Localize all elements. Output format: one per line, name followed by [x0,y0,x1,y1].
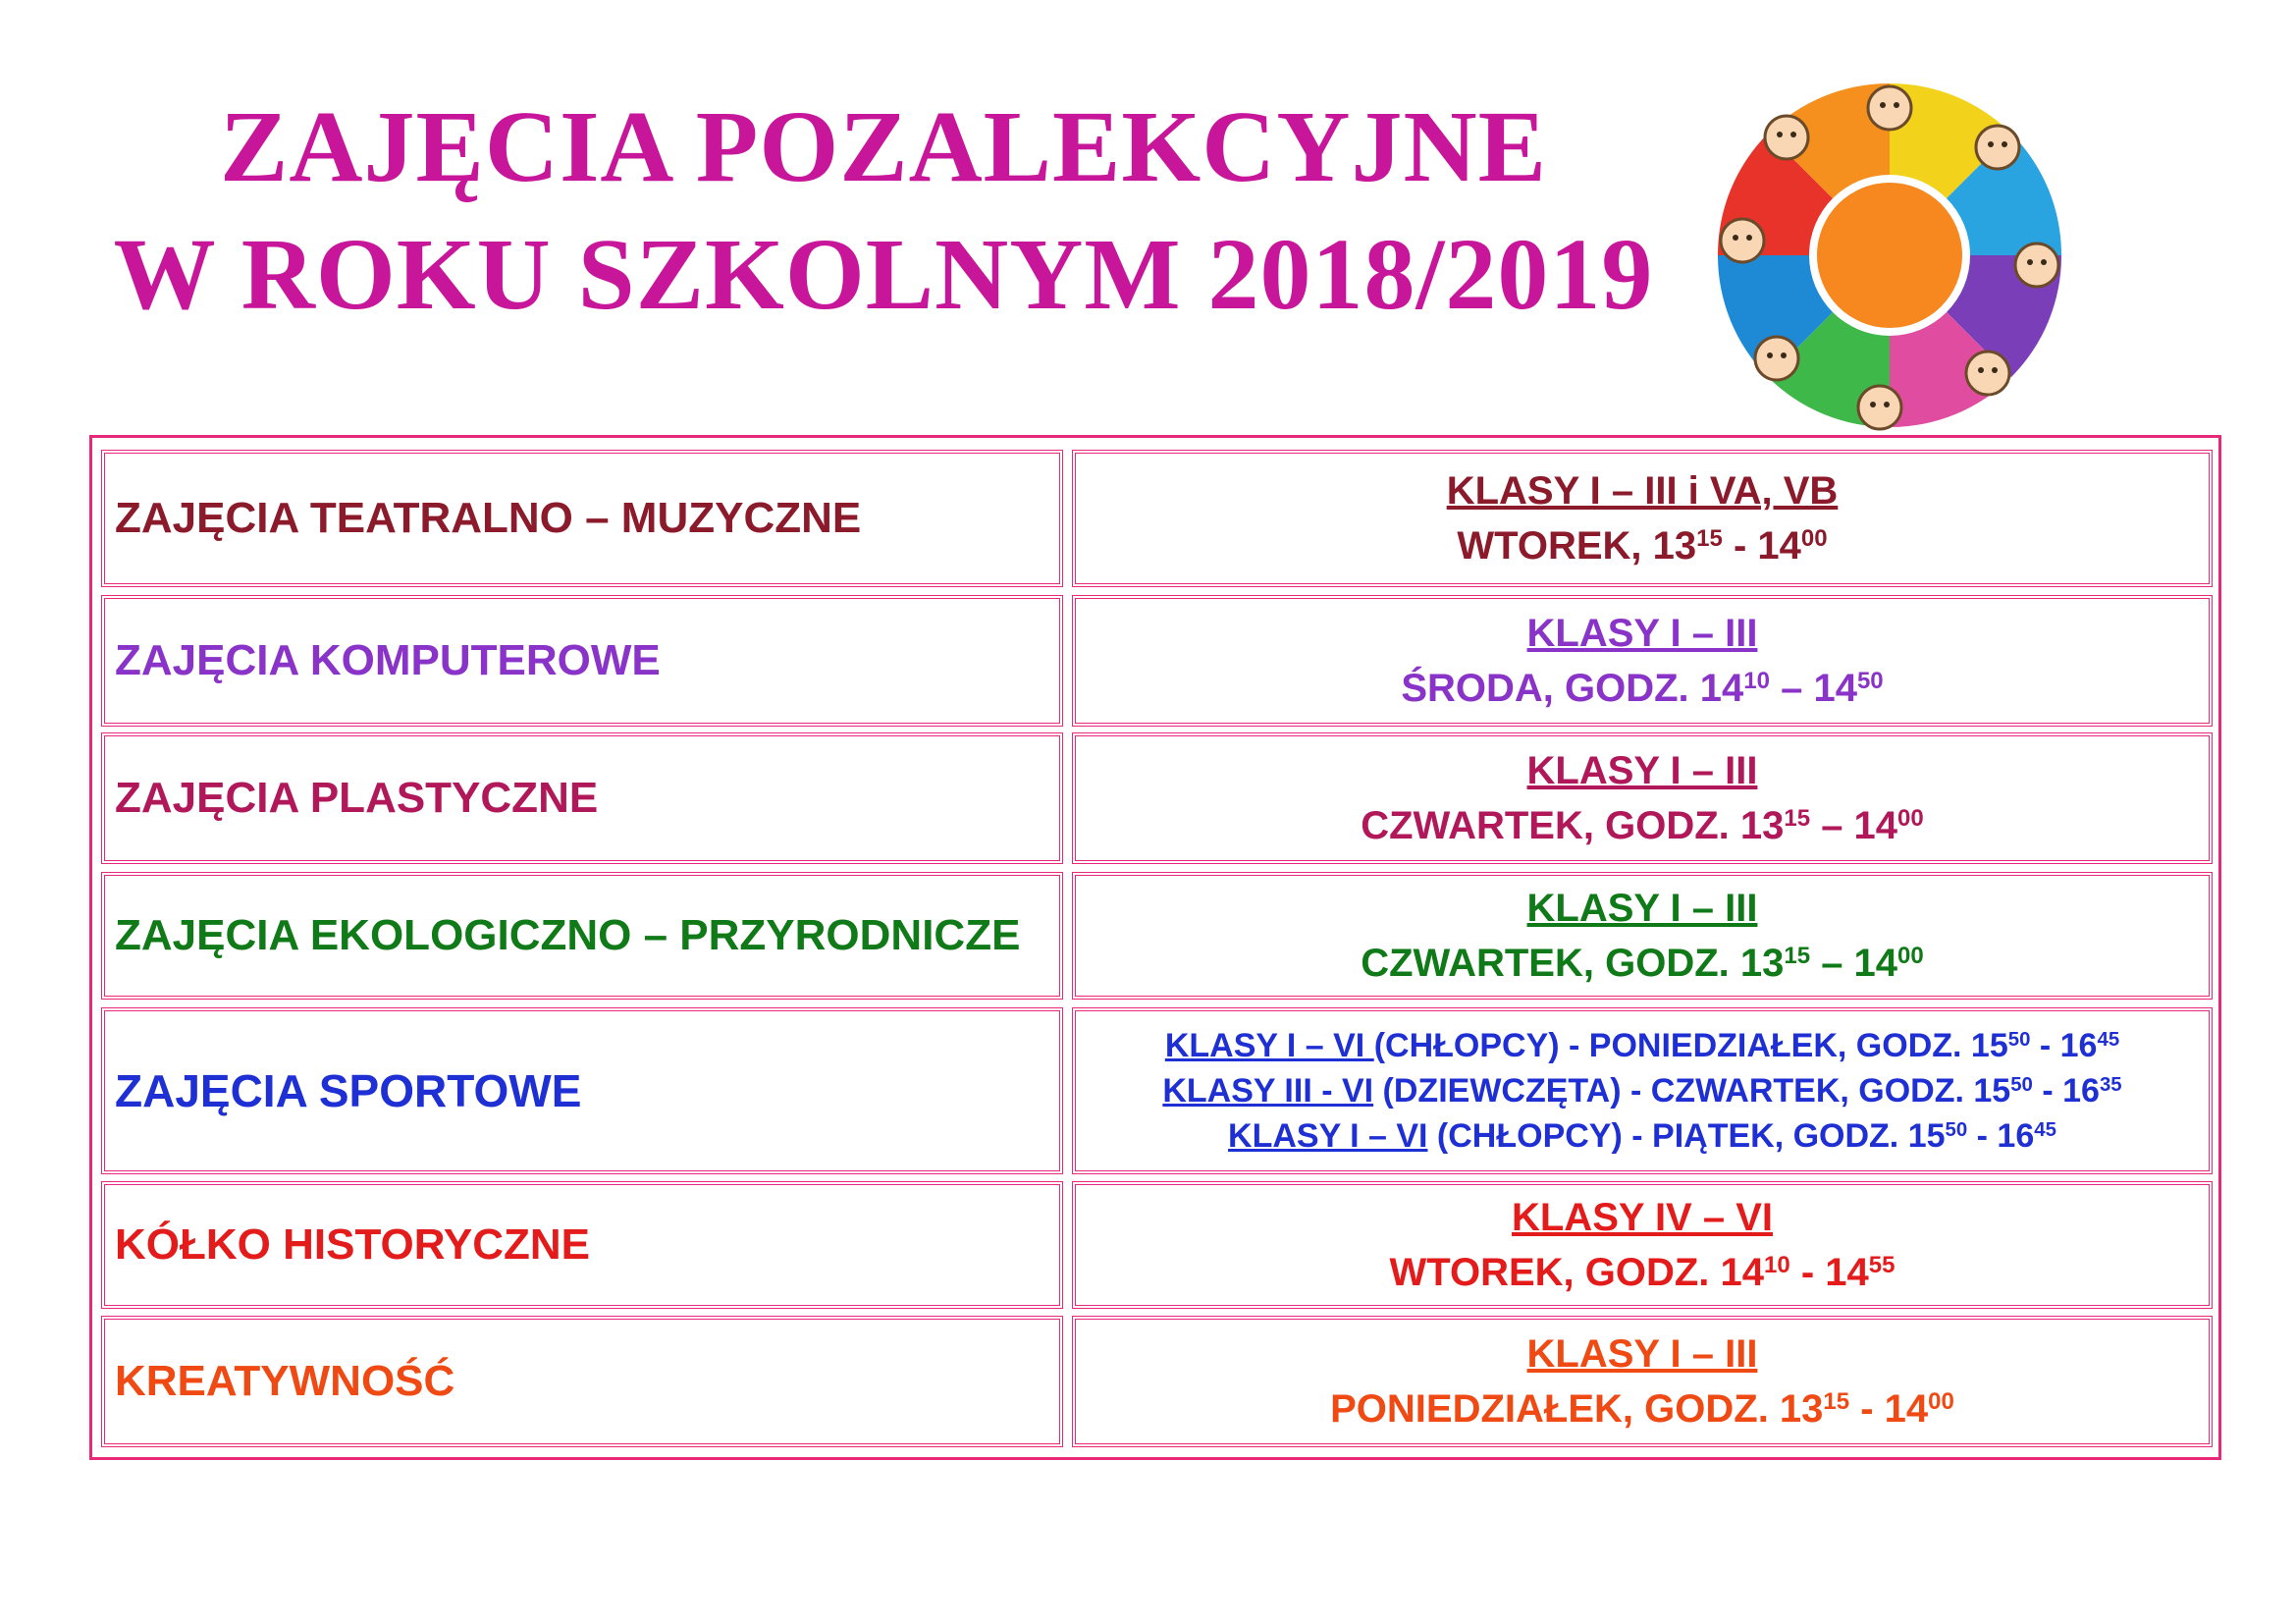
schedule-cell [1072,450,2213,587]
class-range: KLASY I – III [1526,887,1758,930]
sport-schedule-line: KLASY III - VI (DZIEWCZĘTA) - CZWARTEK, GODZ. $15^{50} - 16^{35}$ [1162,1072,2122,1110]
activity-cell [101,1316,1063,1447]
title-line-1: ZAJĘCIA POZALEKCYJNE [220,90,1547,203]
table-row [101,732,2213,864]
time-slot: WTOREK, GODZ. $14^{10} - 14^{55}$ [1389,1251,1896,1294]
activity-name: ZAJĘCIA TEATRALNO – MUZYCZNE [115,494,862,542]
activity-name: ZAJĘCIA KOMPUTEROWE [115,636,661,684]
schedule-cell [1072,595,2213,727]
activity-cell [101,872,1063,1000]
activity-name: ZAJĘCIA EKOLOGICZNO – PRZYRODNICZE [115,911,1021,959]
children-circle-logo-icon [1674,44,2106,437]
table-row [101,1181,2213,1309]
class-range: KLASY III - VI [1162,1072,1374,1110]
time-slot: PONIEDZIAŁEK, GODZ. $13^{15} - 14^{00}$ [1330,1387,1954,1431]
time-slot: CZWARTEK, GODZ. $13^{15} - 14^{00}$ [1361,804,1924,847]
class-range: KLASY I – VI [1164,1027,1374,1064]
class-range: KLASY IV – VI [1511,1196,1773,1239]
table-row [101,1316,2213,1447]
page-title [98,83,1669,339]
activity-cell [101,732,1063,864]
table-row [101,595,2213,727]
activity-cell [101,1181,1063,1309]
activity-name: ZAJĘCIA SPORTOWE [115,1065,582,1116]
sport-schedule-line: KLASY I – VI (CHŁOPCY) - PONIEDZIAŁEK, GODZ. $15^{50} - 16^{45}$ [1164,1027,2120,1064]
class-range: KLASY I – III i VA, VB [1446,469,1839,513]
table-row [101,872,2213,1000]
schedule-cell [1072,732,2213,864]
class-range: KLASY I – III [1526,612,1758,655]
activity-name: ZAJĘCIA PLASTYCZNE [115,774,599,822]
time-slot: ŚRODA, GODZ. $14^{10} - 14^{50}$ [1401,667,1884,710]
time-slot: CZWARTEK, GODZ. $13^{15} - 14^{00}$ [1361,942,1924,985]
time-slot: WTOREK, $13^{15} - 14^{00}$ [1457,524,1828,568]
activity-cell [101,450,1063,587]
schedule-cell [1072,1007,2213,1174]
class-range: KLASY I – III [1526,1332,1758,1376]
activity-cell [101,1007,1063,1174]
schedule-cell [1072,872,2213,1000]
class-range: KLASY I – III [1526,749,1758,792]
title-line-2: W ROKU SZKOLNYM 2018/2019 [113,218,1654,331]
table-row [101,450,2213,587]
schedule-cell [1072,1316,2213,1447]
table-row [101,1007,2213,1174]
activity-name: KREATYWNOŚĆ [115,1357,455,1405]
class-range: KLASY I – VI [1228,1117,1428,1155]
schedule-cell [1072,1181,2213,1309]
activity-name: KÓŁKO HISTORYCZNE [115,1220,591,1269]
activity-cell [101,595,1063,727]
schedule-table [89,435,2221,1460]
sport-schedule-line: KLASY I – VI (CHŁOPCY) - PIĄTEK, GODZ. $15^{50} - 16^{45}$ [1228,1117,2056,1155]
